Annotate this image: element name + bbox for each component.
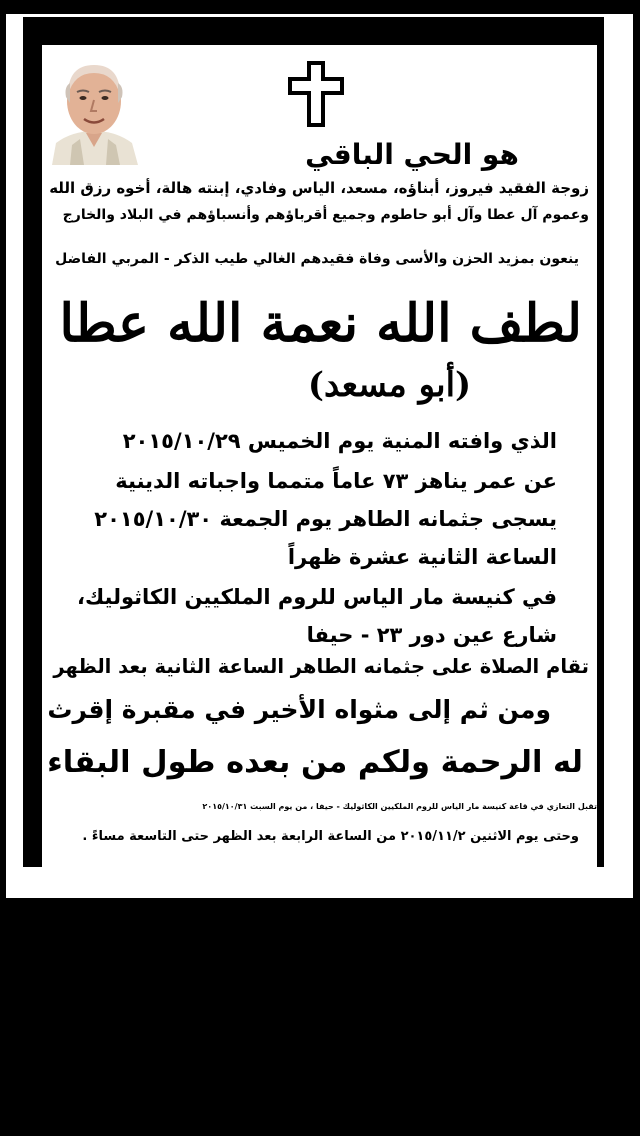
mercy-line: له الرحمة ولكم من بعده طول البقاء xyxy=(47,745,583,780)
death-date-line: الذي وافته المنية يوم الخميس ٢٠١٥/١٠/٢٩ xyxy=(122,429,557,453)
family-line-1: زوجة الفقيد فيروز، أبناؤه، مسعد، الياس وفادي، إبنته هالة، أخوه رزق الله xyxy=(49,179,589,197)
deceased-name: لطف الله نعمة الله عطا xyxy=(59,293,582,354)
church-line: في كنيسة مار الياس للروم الملكيين الكاثوليك، xyxy=(77,585,557,609)
condolence-line-2: وحتى يوم الاثنين ٢٠١٥/١١/٢ من الساعة الرابعة بعد الظهر حتى التاسعة مساءً . xyxy=(82,829,579,844)
condolence-line-1: تقبل التعازي في قاعة كنيسة مار الياس للروم الملكيين الكاثوليك - حيفا ، من يوم السبت ٢٠١٥/١٠/٣١ xyxy=(202,802,597,811)
tagline: هو الحي الباقي xyxy=(305,138,519,171)
family-line-2: وعموم آل عطا وآل أبو حاطوم وجميع أقرباؤهم وأنسباؤهم في البلاد والخارج xyxy=(62,207,589,223)
portrait-photo xyxy=(42,51,146,165)
funeral-time-line: الساعة الثانية عشرة ظهراً xyxy=(287,545,557,569)
latin-cross-icon xyxy=(286,61,346,127)
family-line-3: ينعون بمزيد الحزن والأسى وفاة فقيدهم الغالي طيب الذكر - المربي الفاضل xyxy=(55,251,579,267)
deceased-nickname: (أبو مسعد) xyxy=(307,365,472,405)
age-line: عن عمر يناهز ٧٣ عاماً متمما واجباته الدينية xyxy=(115,469,557,493)
obituary-notice xyxy=(42,45,597,867)
prayer-line: تقام الصلاة على جثمانه الطاهر الساعة الثانية بعد الظهر xyxy=(53,655,589,678)
street-line: شارع عين دور ٢٣ - حيفا xyxy=(306,623,557,647)
burial-line: ومن ثم إلى مثواه الأخير في مقبرة إقرث xyxy=(47,695,551,724)
funeral-date-line: يسجى جثمانه الطاهر يوم الجمعة ٢٠١٥/١٠/٣٠ xyxy=(94,507,557,531)
